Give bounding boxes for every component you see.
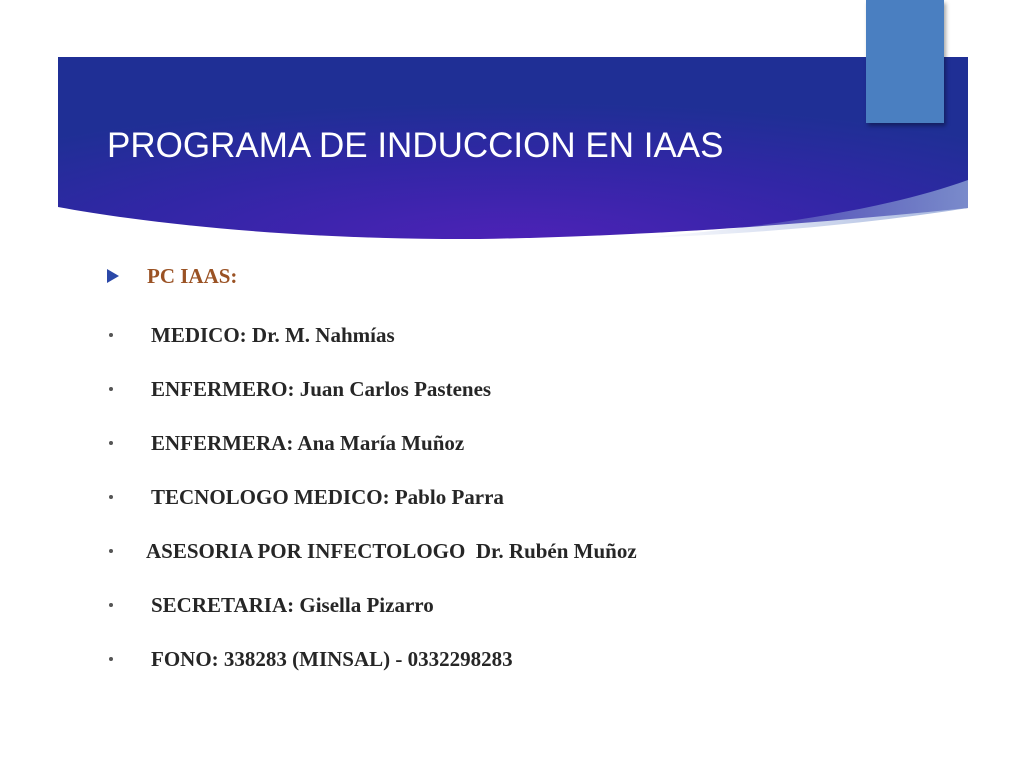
bullet-dot-icon [109, 441, 113, 445]
list-item [107, 470, 637, 524]
list-item [107, 632, 637, 686]
bullet-dot-icon [109, 333, 113, 337]
list-item-text: ENFERMERO: Juan Carlos Pastenes [151, 376, 492, 401]
accent-tab [866, 0, 944, 123]
list-item [107, 524, 637, 578]
triangle-arrow-icon [107, 269, 119, 283]
list-item-text: FONO: 338283 (MINSAL) - 0332298283 [151, 646, 513, 671]
slide-title: PROGRAMA DE INDUCCION EN IAAS [107, 126, 724, 165]
bullet-dot-icon [109, 603, 113, 607]
list-item [107, 416, 637, 470]
list-item-text: TECNOLOGO MEDICO: Pablo Parra [151, 484, 504, 509]
bullet-dot-icon [109, 495, 113, 499]
list-item [107, 362, 637, 416]
bullet-dot-icon [109, 387, 113, 391]
list-item-text: MEDICO: Dr. M. Nahmías [151, 322, 395, 347]
list-item [107, 578, 637, 632]
section-heading [107, 258, 237, 294]
list-item [107, 308, 637, 362]
staff-list [107, 308, 637, 686]
list-item-text: ASESORIA POR INFECTOLOGO Dr. Rubén Muñoz [146, 538, 637, 563]
content-section [107, 258, 967, 678]
bullet-dot-icon [109, 657, 113, 661]
section-heading-label: PC IAAS: [147, 263, 238, 288]
list-item-text: SECRETARIA: Gisella Pizarro [151, 592, 434, 617]
bullet-dot-icon [109, 549, 113, 553]
list-item-text: ENFERMERA: Ana María Muñoz [151, 430, 465, 455]
